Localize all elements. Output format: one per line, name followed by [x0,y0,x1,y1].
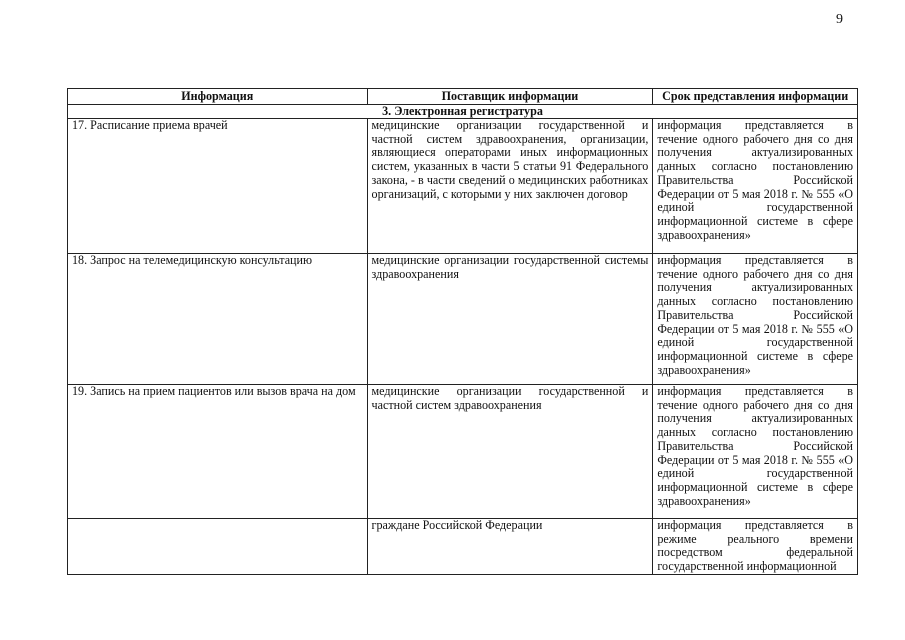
header-provider: Поставщик информации [367,89,653,105]
table-row [68,119,858,254]
row-19-provider-organizations: медицинские организации государственной и частной систем здравоохранения [367,385,653,519]
row-19-term-citizens: информация представляется в режиме реального времени посредством федеральной государственной информационной [653,519,858,575]
header-information: Информация [68,89,368,105]
row-19-term-organizations: информация представляется в течение одного рабочего дня со дня получения актуализированных данных согласно постановлению Правительства Российской Федерации от 5 мая 2018 г. № 555 «О единой государственной информационной системе в сфере здравоохранения» [653,385,858,519]
row-19-provider-citizens: граждане Российской Федерации [367,519,653,575]
table-row [68,385,858,519]
table-header-row [68,89,858,105]
section-row [68,105,858,119]
row-18-information: 18. Запрос на телемедицинскую консультацию [68,254,368,385]
information-table [67,88,858,575]
row-19-information: 19. Запись на прием пациентов или вызов врача на дом [68,385,368,519]
section-title: 3. Электронная регистратура [68,105,858,119]
row-18-provider: медицинские организации государственной системы здравоохранения [367,254,653,385]
page-number: 9 [836,12,844,27]
table-row [68,254,858,385]
row-19-information-continued [68,519,368,575]
header-term: Срок представления информации [653,89,858,105]
row-17-information: 17. Расписание приема врачей [68,119,368,254]
table-row [68,519,858,575]
row-18-term: информация представляется в течение одного рабочего дня со дня получения актуализированных данных согласно постановлению Правительства Российской Федерации от 5 мая 2018 г. № 555 «О единой государственной информационной системе в сфере здравоохранения» [653,254,858,385]
row-17-term: информация представляется в течение одного рабочего дня со дня получения актуализированных данных согласно постановлению Правительства Российской Федерации от 5 мая 2018 г. № 555 «О единой государственной информационной системе в сфере здравоохранения» [653,119,858,254]
row-17-provider: медицинские организации государственной и частной систем здравоохранения, организации, являющиеся операторами иных информационных систем, указанных в части 5 статьи 91 Федерального закона, - в части сведений о медицинских работниках организаций, с которыми у них заключен договор [367,119,653,254]
